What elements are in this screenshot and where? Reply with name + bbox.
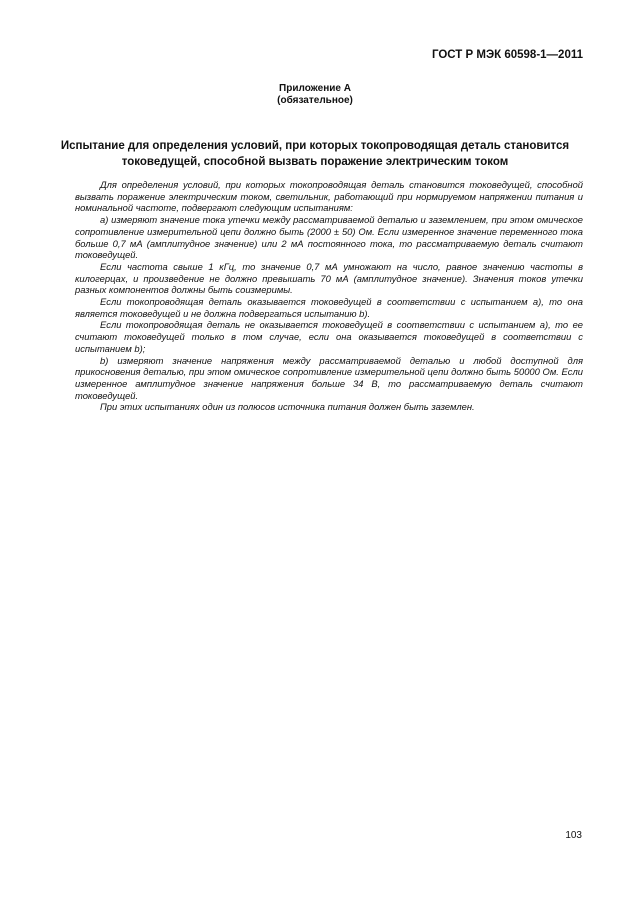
document-code: ГОСТ Р МЭК 60598-1—2011 [431,49,583,61]
annex-title: Приложение А [279,83,351,94]
annex-status: (обязательное) [277,95,353,106]
annex-heading [0,83,630,107]
paragraph-grounding: При этих испытаниях один из полюсов источника питания должен быть заземлен. [100,401,475,413]
section-title: Испытание для определения условий, при которых токопроводящая деталь становится токоведущей, способной вызвать поражение электрическим током [60,140,570,168]
paragraph-not-live-after-a: Если токопроводящая деталь не оказывается токоведущей в соответствии с испытанием а), то ее считают токоведущей только в том случае, если она оказывается токоведущей в соответствии с испытанием b); [75,319,583,354]
paragraph-test-b: b) измеряют значение напряжения между рассматриваемой деталью и любой доступной для прикосновения деталью, при этом омическое сопротивление измерительной цепи должно быть 50000 Ом. Если измеренное амплитудное значение напряжения больше 34 В, то рассматриваемую деталь считают токоведущей. [75,354,583,401]
page-number: 103 [565,830,582,841]
body-text [75,179,583,413]
paragraph-intro: Для определения условий, при которых токопроводящая деталь становится токоведущей, способной вызвать поражение электрическим током, светильник, работающий при нормируемом напряжении питания и номинальной частоте, подвергают следующим испытаниям: [75,179,583,214]
paragraph-frequency: Если частота свыше 1 кГц, то значение 0,7 мА умножают на число, равное значению частоты в килогерцах, и произведение не должно превышать 70 мА (амплитудное значение). Значения токов утечки разных компонентов должны быть соизмеримы. [75,260,583,296]
paragraph-live-after-a: Если токопроводящая деталь оказывается токоведущей в соответствии с испытанием а), то она является токоведущей и не должна подвергаться испытанию b). [75,296,583,319]
paragraph-test-a: а) измеряют значение тока утечки между рассматриваемой деталью и заземлением, при этом омическое сопротивление измерительной цепи должно быть (2000 ± 50) Ом. Если измеренное значение переменного тока больше 0,7 мА (амплитудное значение) или 2 мА постоянного тока, то рассматриваемую деталь считают токоведущей. [75,214,583,261]
